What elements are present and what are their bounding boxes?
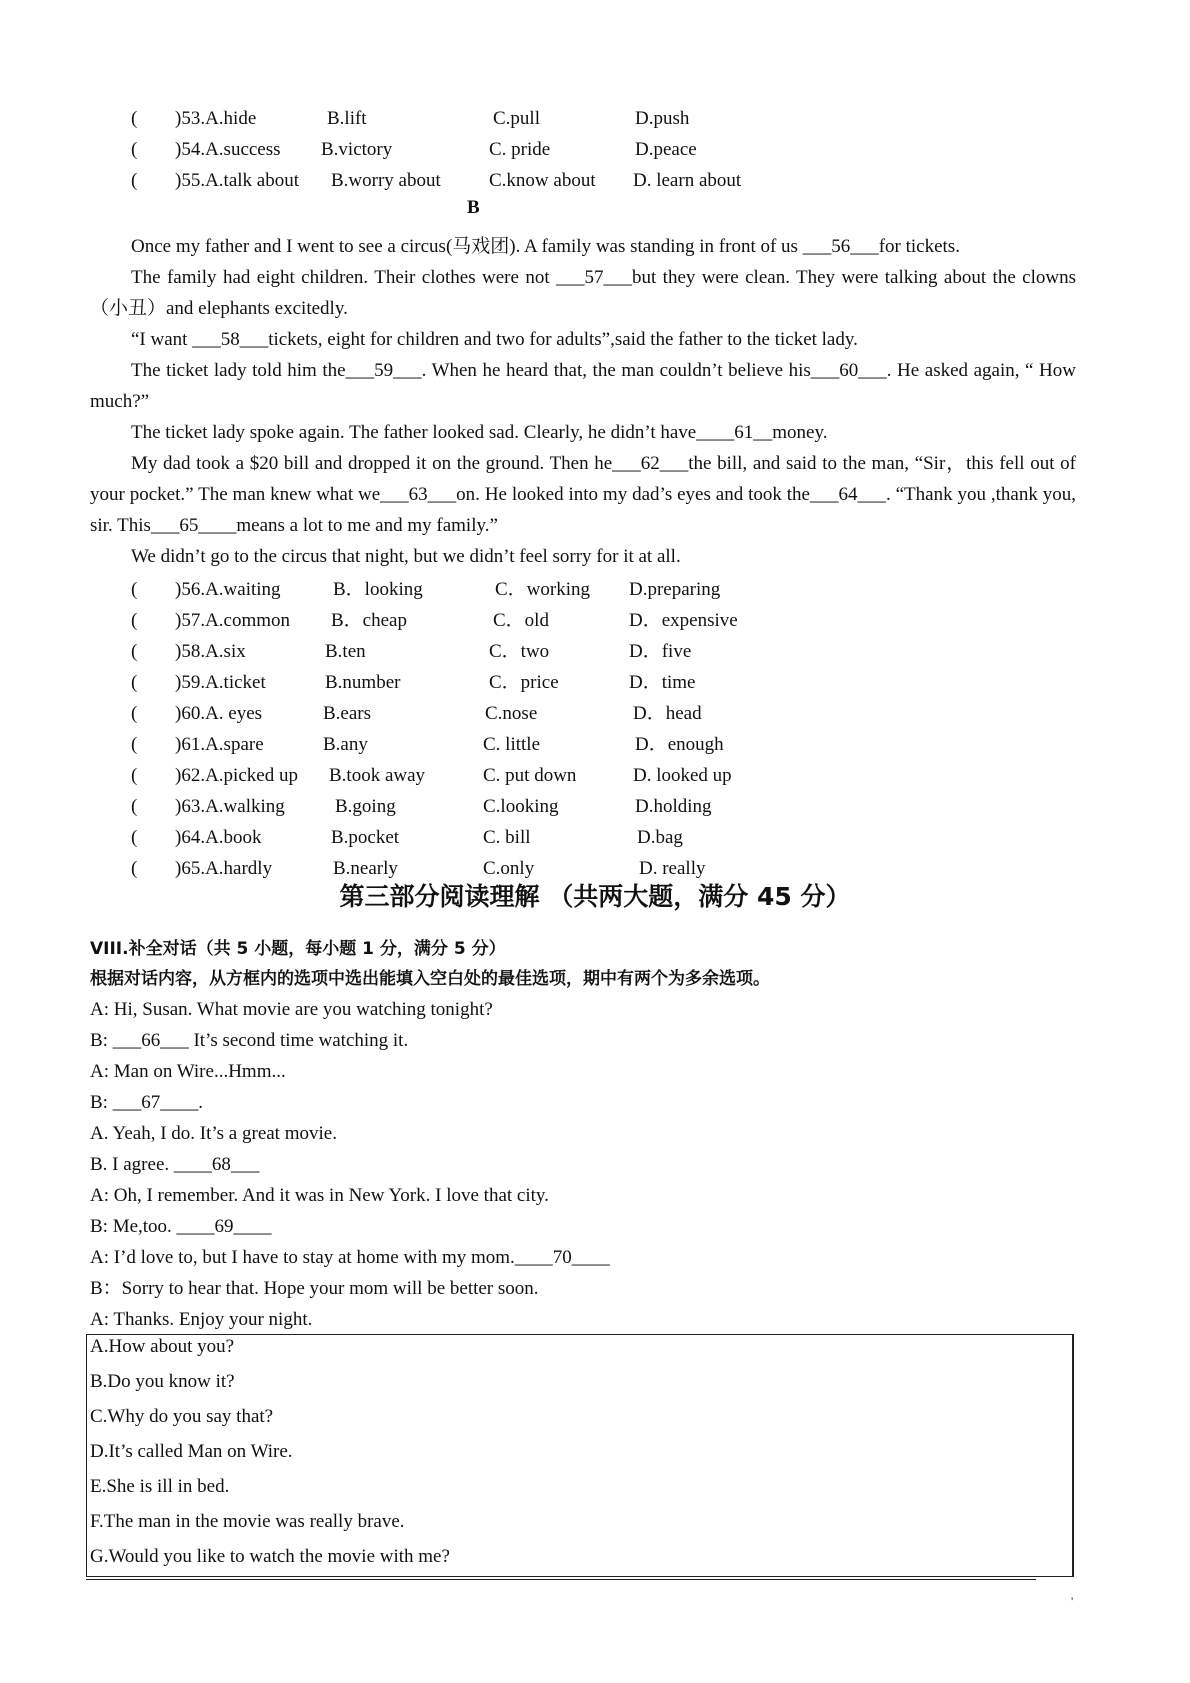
option-d: D．enough [635, 734, 724, 755]
option-d: D. looked up [633, 765, 732, 786]
question-number-option-a: )56.A.waiting [175, 579, 281, 600]
answer-paren: ( [131, 610, 138, 631]
choice-item: E.She is ill in bed. [90, 1476, 230, 1497]
option-d: D．time [629, 672, 696, 693]
option-b: B.victory [321, 139, 393, 160]
dialogue-line: B: ___66___ It’s second time watching it. [90, 1030, 409, 1051]
answer-paren: ( [131, 734, 138, 755]
option-b: B.took away [329, 765, 426, 786]
answer-paren: ( [131, 108, 138, 129]
passage-paragraph: My dad took a $20 bill and dropped it on the ground. Then he___62___the bill, and said to the man, “Sir，this fell out of your pocket.” The man knew what we___63___on. He looked into my dad’s eyes and took the___64___. “Thank you ,thank you, sir. This___65____means a lot to me and my family.” [90, 453, 1076, 536]
passage-paragraph: We didn’t go to the circus that night, but we didn’t feel sorry for it at all. [131, 546, 681, 567]
option-d: D．head [633, 703, 702, 724]
option-d: D．five [629, 641, 692, 662]
question-row [131, 795, 831, 819]
section-b-label: B [467, 197, 480, 218]
question-number-option-a: )59.A.ticket [175, 672, 266, 693]
option-c: C．working [495, 579, 591, 600]
option-b: B.worry about [331, 170, 441, 191]
option-b: B.going [335, 796, 396, 817]
dialogue-line: B：Sorry to hear that. Hope your mom will be better soon. [90, 1278, 539, 1299]
option-d: D. learn about [633, 170, 742, 191]
question-number-option-a: )63.A.walking [175, 796, 285, 817]
passage-paragraph: The ticket lady spoke again. The father looked sad. Clearly, he didn’t have____61__money. [131, 422, 828, 443]
option-d: D.push [635, 108, 690, 129]
choice-item: A.How about you? [90, 1336, 235, 1357]
section-heading: VIII.补全对话（共 5 小题，每小题 1 分，满分 5 分） [90, 939, 506, 959]
question-number-option-a: )53.A.hide [175, 108, 257, 129]
dialogue-line: B. I agree. ____68___ [90, 1154, 260, 1175]
option-c: C.looking [483, 796, 559, 817]
option-b: B.pocket [331, 827, 400, 848]
choice-item: D.It’s called Man on Wire. [90, 1441, 293, 1462]
passage-paragraph: Once my father and I went to see a circus(马戏团). A family was standing in front of us ___56___for tickets. [131, 236, 960, 257]
passage-paragraph: The family had eight children. Their clothes were not ___57___but they were clean. They were talking about the clowns（小丑）and elephants excitedly. [90, 267, 1076, 319]
question-row [131, 578, 831, 602]
question-number-option-a: )55.A.talk about [175, 170, 300, 191]
question-number-option-a: )57.A.common [175, 610, 291, 631]
answer-paren: ( [131, 796, 138, 817]
dialogue-line: A: Hi, Susan. What movie are you watching tonight? [90, 999, 493, 1020]
question-row [131, 671, 831, 695]
question-number-option-a: )61.A.spare [175, 734, 264, 755]
option-d: D.holding [635, 796, 712, 817]
choice-item: F.The man in the movie was really brave. [90, 1511, 405, 1532]
option-b: B.ears [323, 703, 372, 724]
part-title: 第三部分阅读理解 （共两大题，满分 45 分） [339, 882, 851, 911]
question-number-option-a: )60.A. eyes [175, 703, 263, 724]
option-c: C.pull [493, 108, 540, 129]
answer-paren: ( [131, 579, 138, 600]
passage-paragraph: The ticket lady told him the___59___. When he heard that, the man couldn’t believe his___60___. He asked again, “ How much?” [90, 360, 1076, 412]
option-b: B．cheap [331, 610, 407, 631]
dialogue-line: A: Thanks. Enjoy your night. [90, 1309, 313, 1330]
answer-paren: ( [131, 765, 138, 786]
question-row [131, 107, 831, 131]
option-d: D. really [639, 858, 706, 879]
option-c: C．old [493, 610, 549, 631]
option-d: D．expensive [629, 610, 738, 631]
question-number-option-a: )65.A.hardly [175, 858, 273, 879]
answer-paren: ( [131, 170, 138, 191]
question-row [131, 640, 831, 664]
section-instruction: 根据对话内容，从方框内的选项中选出能填入空白处的最佳选项，期中有两个为多余选项。 [90, 969, 770, 989]
option-c: C.nose [485, 703, 538, 724]
option-c: C. put down [483, 765, 577, 786]
option-b: B.nearly [333, 858, 398, 879]
question-number-option-a: )62.A.picked up [175, 765, 298, 786]
question-row [131, 733, 831, 757]
question-number-option-a: )58.A.six [175, 641, 246, 662]
option-d: D.bag [637, 827, 683, 848]
question-number-option-a: )64.A.book [175, 827, 262, 848]
option-c: C．price [489, 672, 559, 693]
option-c: C. bill [483, 827, 531, 848]
question-row [131, 764, 831, 788]
answer-paren: ( [131, 827, 138, 848]
option-c: C. pride [489, 139, 551, 160]
question-row [131, 826, 831, 850]
dialogue-line: A: Oh, I remember. And it was in New York. I love that city. [90, 1185, 549, 1206]
option-d: D.peace [635, 139, 697, 160]
question-row [131, 138, 831, 162]
option-b: B.lift [327, 108, 367, 129]
dialogue-line: A: Man on Wire...Hmm... [90, 1061, 286, 1082]
option-b: B.any [323, 734, 368, 755]
choice-item: B.Do you know it? [90, 1371, 235, 1392]
answer-paren: ( [131, 139, 138, 160]
passage-paragraph: “I want ___58___tickets, eight for children and two for adults”,said the father to the ticket lady. [131, 329, 858, 350]
corner-mark: ' [1071, 1594, 1074, 1608]
question-number-option-a: )54.A.success [175, 139, 281, 160]
box-bottom-rule [86, 1579, 1036, 1580]
choice-item: C.Why do you say that? [90, 1406, 274, 1427]
option-c: C. little [483, 734, 540, 755]
question-row [131, 169, 831, 193]
answer-paren: ( [131, 858, 138, 879]
option-d: D.preparing [629, 579, 721, 600]
answer-paren: ( [131, 703, 138, 724]
option-c: C.know about [489, 170, 596, 191]
option-c: C．two [489, 641, 550, 662]
question-row [131, 609, 831, 633]
option-b: B.number [325, 672, 401, 693]
dialogue-line: B: Me,too. ____69____ [90, 1216, 272, 1237]
question-row [131, 857, 831, 881]
answer-paren: ( [131, 672, 138, 693]
dialogue-line: A. Yeah, I do. It’s a great movie. [90, 1123, 337, 1144]
question-row [131, 702, 831, 726]
option-b: B．looking [333, 579, 423, 600]
dialogue-line: B: ___67____. [90, 1092, 203, 1113]
option-c: C.only [483, 858, 535, 879]
option-b: B.ten [325, 641, 366, 662]
choice-item: G.Would you like to watch the movie with me? [90, 1546, 450, 1567]
answer-paren: ( [131, 641, 138, 662]
dialogue-line: A: I’d love to, but I have to stay at home with my mom.____70____ [90, 1247, 610, 1268]
